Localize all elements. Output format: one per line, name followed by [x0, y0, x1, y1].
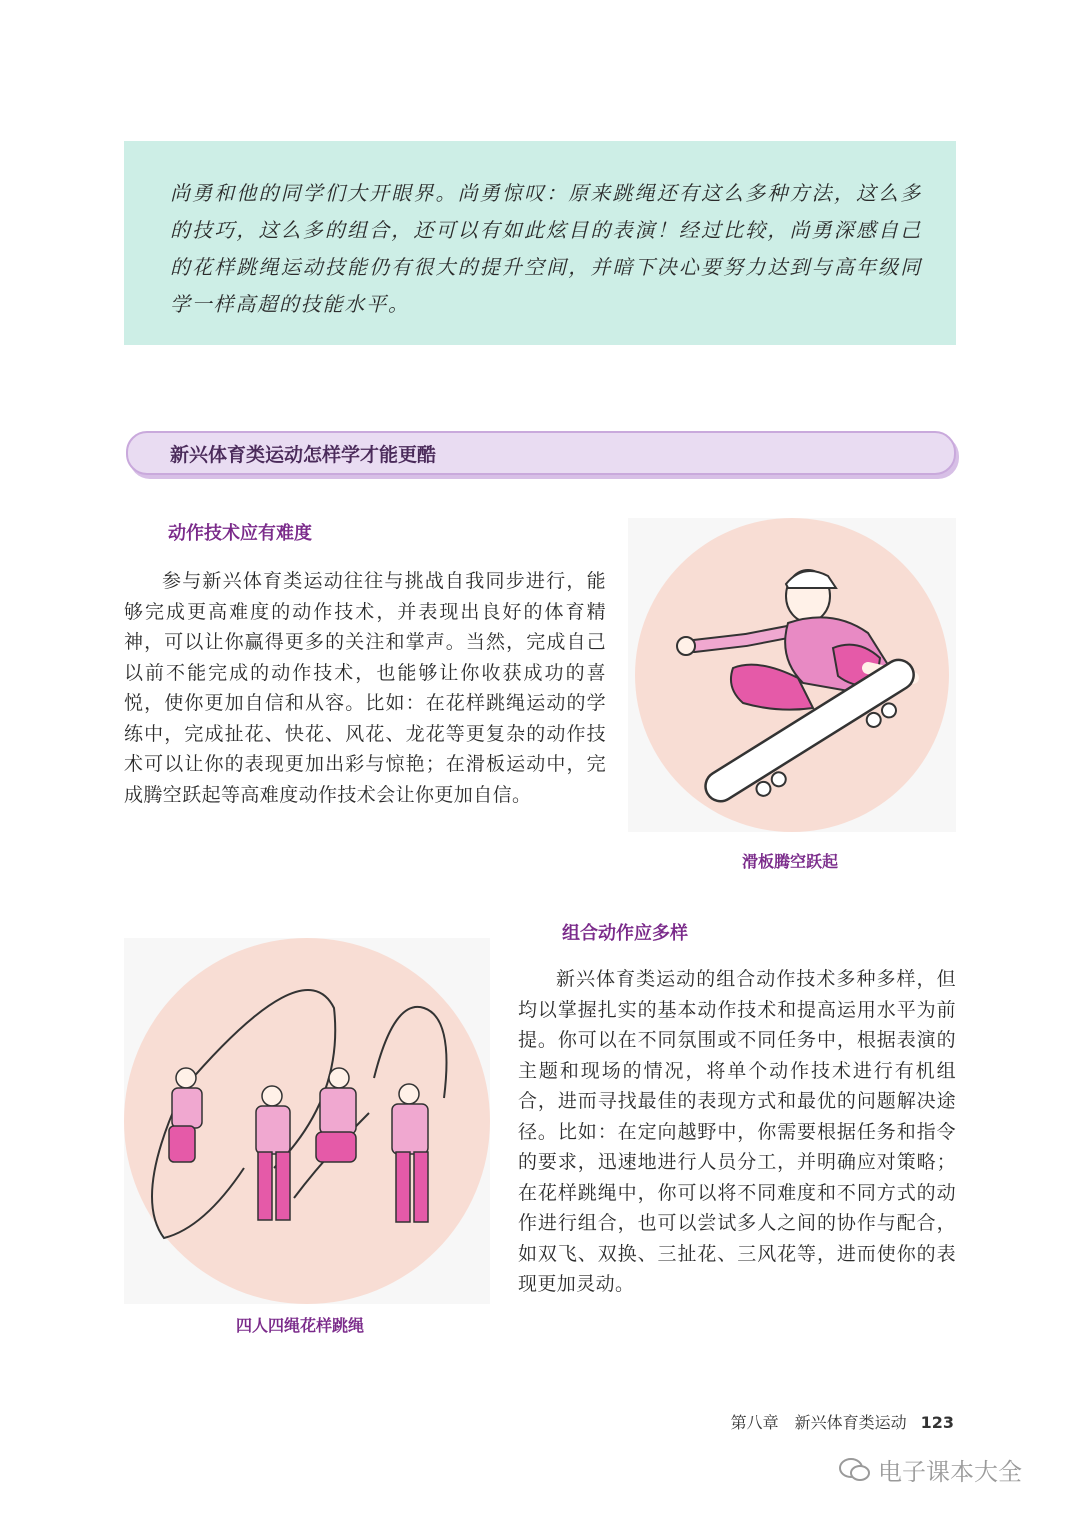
wechat-icon: [838, 1456, 872, 1490]
paragraph-difficulty: 参与新兴体育类运动往往与挑战自我同步进行，能够完成更高难度的动作技术，并表现出良好的体育精神，可以让你赢得更多的关注和掌声。当然，完成自己以前不能完成的动作技术，也能够让你收获成功的喜悦，使你更加自信和从容。比如：在花样跳绳运动的学练中，完成扯花、快花、风花、龙花等更复杂的动作技术可以让你的表现更加出彩与惊艳；在滑板运动中，完成腾空跃起等高难度动作技术会让你更加自信。: [124, 570, 606, 806]
subheading-difficulty: 动作技术应有难度: [168, 523, 312, 544]
watermark: [838, 1452, 1022, 1490]
watermark-text: 电子课本大全: [878, 1458, 1022, 1486]
story-text: 尚勇和他的同学们大开眼界。尚勇惊叹：原来跳绳还有这么多种方法，这么多的技巧，这么多的组合，还可以有如此炫目的表演！经过比较，尚勇深感自己的花样跳绳运动技能仍有很大的提升空间，并暗下决心要努力达到与高年级同学一样高超的技能水平。: [170, 181, 922, 316]
rope-skipping-figure: [124, 938, 490, 1304]
paragraph-combination: 新兴体育类运动的组合动作技术多种多样，但均以掌握扎实的基本动作技术和提高运用水平为前提。你可以在不同氛围或不同任务中，根据表演的主题和现场的情况，将单个动作技术进行有机组合，进而寻找最佳的表现方式和最优的问题解决途径。比如：在定向越野中，你需要根据任务和指令的要求，迅速地进行人员分工，并明确应对策略；在花样跳绳中，你可以将不同难度和不同方式的动作进行组合，也可以尝试多人之间的协作与配合，如双飞、双换、三扯花、三风花等，进而使你的表现更加灵动。: [518, 968, 956, 1295]
section-title: 新兴体育类运动怎样学才能更酷: [170, 444, 437, 466]
skateboard-caption: 滑板腾空跃起: [742, 852, 839, 871]
skateboard-figure: [628, 518, 956, 832]
rope-skipping-illustration: [124, 938, 490, 1304]
story-box: [124, 141, 956, 345]
page-number: 123: [920, 1413, 954, 1432]
skateboard-illustration: [628, 518, 956, 832]
chapter-label: 第八章 新兴体育类运动: [730, 1413, 907, 1432]
rope-skipping-caption: 四人四绳花样跳绳: [236, 1316, 365, 1335]
section-title-bar: [126, 431, 956, 475]
subheading-combination: 组合动作应多样: [562, 923, 688, 944]
page-footer: [731, 1410, 954, 1433]
